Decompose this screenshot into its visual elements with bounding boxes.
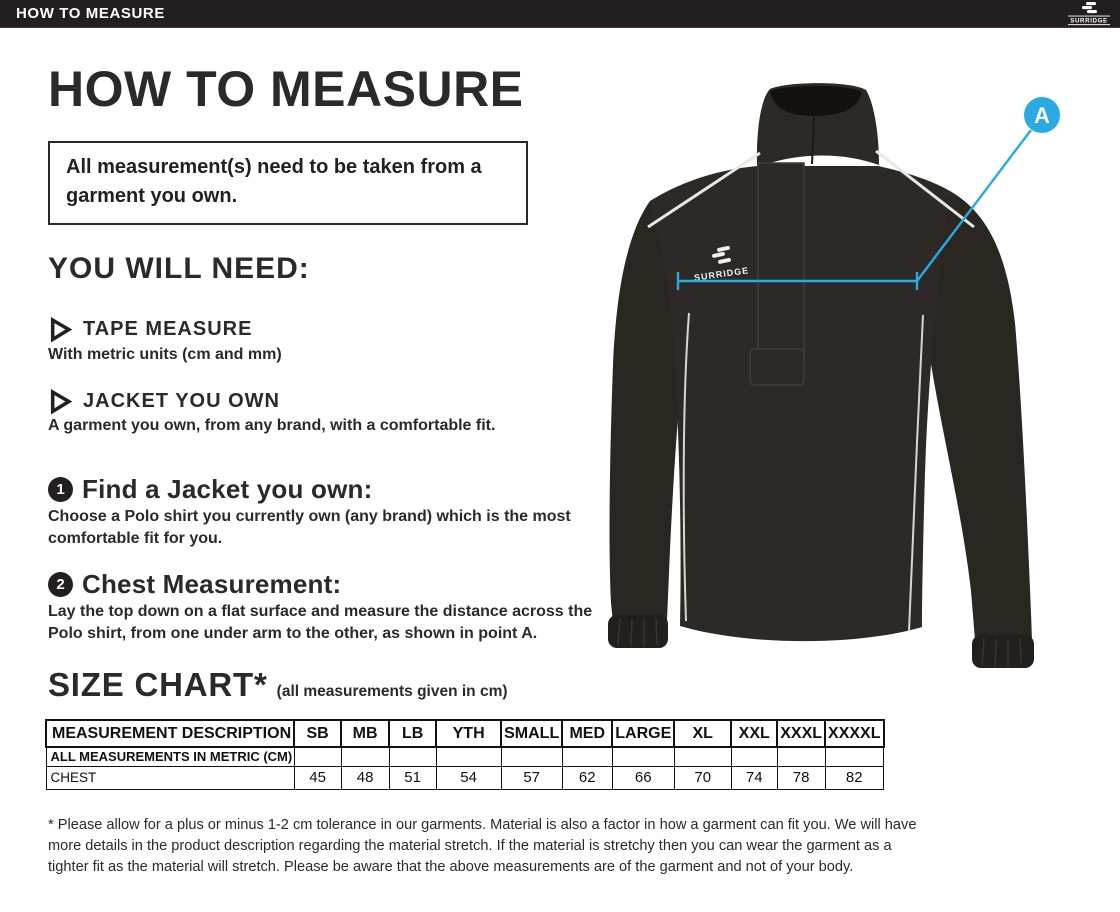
cell-value: 48 bbox=[341, 766, 389, 789]
size-chart-heading bbox=[48, 666, 508, 704]
size-chart-subtitle: (all measurements given in cm) bbox=[276, 683, 508, 700]
size-chart-header-row bbox=[46, 720, 884, 747]
cell-value: 78 bbox=[777, 766, 825, 789]
column-header: LB bbox=[389, 720, 436, 747]
cell-value: 66 bbox=[612, 766, 674, 789]
column-header: XL bbox=[674, 720, 731, 747]
step-title: Find a Jacket you own: bbox=[82, 474, 373, 504]
cell-value: 62 bbox=[562, 766, 612, 789]
top-bar-title: HOW TO MEASURE bbox=[16, 5, 165, 22]
cell-value: 82 bbox=[825, 766, 883, 789]
column-header: XXXL bbox=[777, 720, 825, 747]
cell-value: 70 bbox=[674, 766, 731, 789]
size-chart-table bbox=[45, 719, 885, 790]
column-header: XXXXL bbox=[825, 720, 883, 747]
need-item-jacket bbox=[48, 389, 280, 414]
cell-value: 45 bbox=[294, 766, 341, 789]
svg-text:SURRIDGE: SURRIDGE bbox=[1070, 17, 1108, 25]
unit-row bbox=[46, 747, 884, 766]
column-header: YTH bbox=[436, 720, 501, 747]
you-will-need-heading: YOU WILL NEED: bbox=[48, 252, 310, 285]
column-header: MED bbox=[562, 720, 612, 747]
table-row-chest bbox=[46, 766, 884, 789]
tolerance-footnote: * Please allow for a plus or minus 1-2 cm tolerance in our garments. Material is also a factor in how a garment can fit you. We will have more details in the product description regarding the material stretch. If the material is stretchy then you can wear the garment as a tighter fit as the material will stretch. Please be aware that the above measurements are of the garment and not of your body. bbox=[48, 817, 917, 875]
cell-value: 74 bbox=[731, 766, 777, 789]
need-item-label: JACKET YOU OWN bbox=[83, 390, 280, 412]
need-item-label: TAPE MEASURE bbox=[83, 318, 253, 340]
unit-row-label: ALL MEASUREMENTS IN METRIC (CM) bbox=[46, 747, 294, 766]
need-item-description: With metric units (cm and mm) bbox=[48, 346, 282, 363]
step-title: Chest Measurement: bbox=[82, 569, 342, 599]
column-header: SB bbox=[294, 720, 341, 747]
column-header: SMALL bbox=[501, 720, 562, 747]
cell-value: 57 bbox=[501, 766, 562, 789]
column-header: XXL bbox=[731, 720, 777, 747]
page-title: HOW TO MEASURE bbox=[48, 61, 524, 117]
need-item-tape-measure bbox=[48, 317, 252, 342]
step-1-description: Choose a Polo shirt you currently own (any brand) which is the most comfortable fit for you. bbox=[48, 508, 571, 547]
left-cuff bbox=[608, 615, 668, 648]
size-chart-title: SIZE CHART* bbox=[48, 666, 268, 703]
step-2-description: Lay the top down on a flat surface and measure the distance across the Polo shirt, from one under arm to the other, as shown in point A. bbox=[48, 603, 593, 642]
column-header: MB bbox=[341, 720, 389, 747]
triangle-bullet-icon bbox=[48, 389, 73, 414]
step-number-badge: 2 bbox=[48, 572, 73, 597]
jacket-figure bbox=[600, 75, 1065, 675]
svg-text:SURRIDGE: SURRIDGE bbox=[693, 265, 750, 283]
notice-box bbox=[48, 141, 528, 225]
cell-value: 51 bbox=[389, 766, 436, 789]
cell-value: 54 bbox=[436, 766, 501, 789]
column-header: MEASUREMENT DESCRIPTION bbox=[46, 720, 294, 747]
surridge-logo-icon bbox=[1066, 1, 1112, 32]
need-item-description: A garment you own, from any brand, with a comfortable fit. bbox=[48, 417, 496, 434]
jacket-image bbox=[608, 83, 1034, 668]
column-header: LARGE bbox=[612, 720, 674, 747]
step-2-header bbox=[48, 569, 341, 600]
top-bar bbox=[0, 0, 1120, 28]
notice-text: All measurement(s) need to be taken from a garment you own. bbox=[66, 156, 482, 207]
step-1-header bbox=[48, 474, 372, 505]
right-cuff bbox=[972, 635, 1034, 668]
annotation-a-label: A bbox=[1034, 103, 1050, 128]
step-number-badge: 1 bbox=[48, 477, 73, 502]
row-label: CHEST bbox=[46, 766, 294, 789]
triangle-bullet-icon bbox=[48, 317, 73, 342]
